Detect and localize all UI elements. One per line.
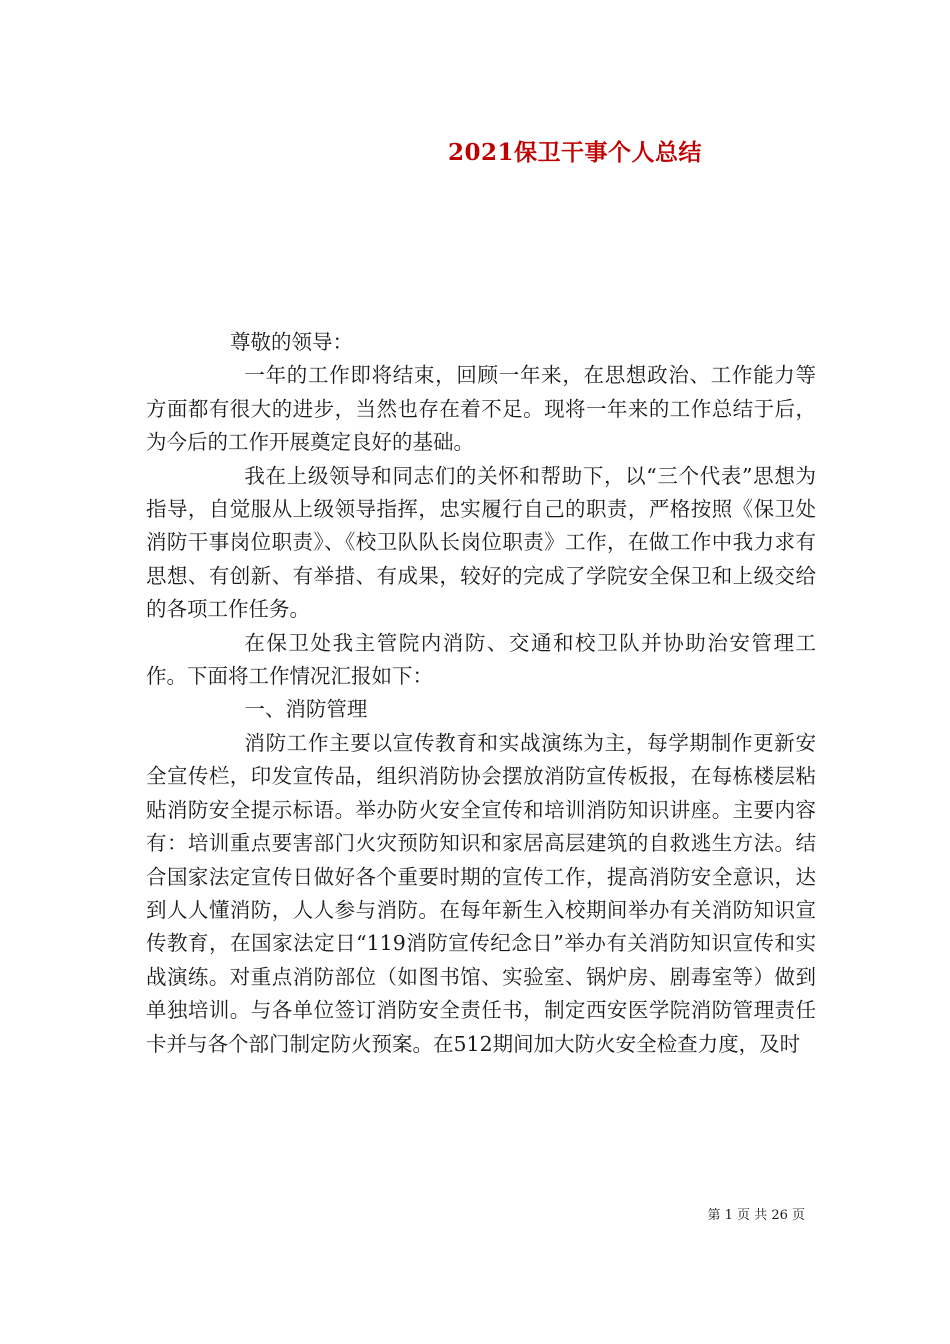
document-body bbox=[146, 326, 816, 1061]
paragraph-intro: 一年的工作即将结束，回顾一年来，在思想政治、工作能力等方面都有很大的进步，当然也存在着不足。现将一年来的工作总结于后，为今后的工作开展奠定良好的基础。 bbox=[146, 363, 816, 455]
paragraph-fire-management: 消防工作主要以宣传教育和实战演练为主，每学期制作更新安全宣传栏，印发宣传品，组织消防协会摆放消防宣传板报，在每栋楼层粘贴消防安全提示标语。举办防火安全宣传和培训消防知识讲座。主要内容有：培训重点要害部门火灾预防知识和家居高层建筑的自救逃生方法。结合国家法定宣传日做好各个重要时期的宣传工作，提高消防安全意识，达到人人懂消防，人人参与消防。在每年新生入校期间举办有关消防知识宣传教育，在国家法定日“119消防宣传纪念日”举办有关消防知识宣传和实战演练。对重点消防部位（如图书馆、实验室、锅炉房、剧毒室等）做到单独培训。与各单位签订消防安全责任书，制定西安医学院消防管理责任卡并与各个部门制定防火预案。在512期间加大防火安全检查力度，及时 bbox=[146, 730, 816, 1056]
salutation: 尊敬的领导： bbox=[230, 330, 354, 354]
page-number-footer: 第 1 页 共 26 页 bbox=[707, 1208, 805, 1223]
paragraph-scope: 在保卫处我主管院内消防、交通和校卫队并协助治安管理工作。下面将工作情况汇报如下： bbox=[146, 630, 816, 689]
section-heading-fire-management: 一、消防管理 bbox=[244, 697, 368, 722]
document-title bbox=[0, 134, 950, 167]
paragraph-duties: 我在上级领导和同志们的关怀和帮助下，以“三个代表”思想为指导，自觉服从上级领导指挥，忠实履行自己的职责，严格按照《保卫处消防干事岗位职责》、《校卫队队长岗位职责》工作，在做工作中我力求有思想、有创新、有举措、有成果，较好的完成了学院安全保卫和上级交给的各项工作任务。 bbox=[146, 463, 816, 622]
document-title-text: 2021保卫干事个人总结 bbox=[447, 139, 702, 166]
